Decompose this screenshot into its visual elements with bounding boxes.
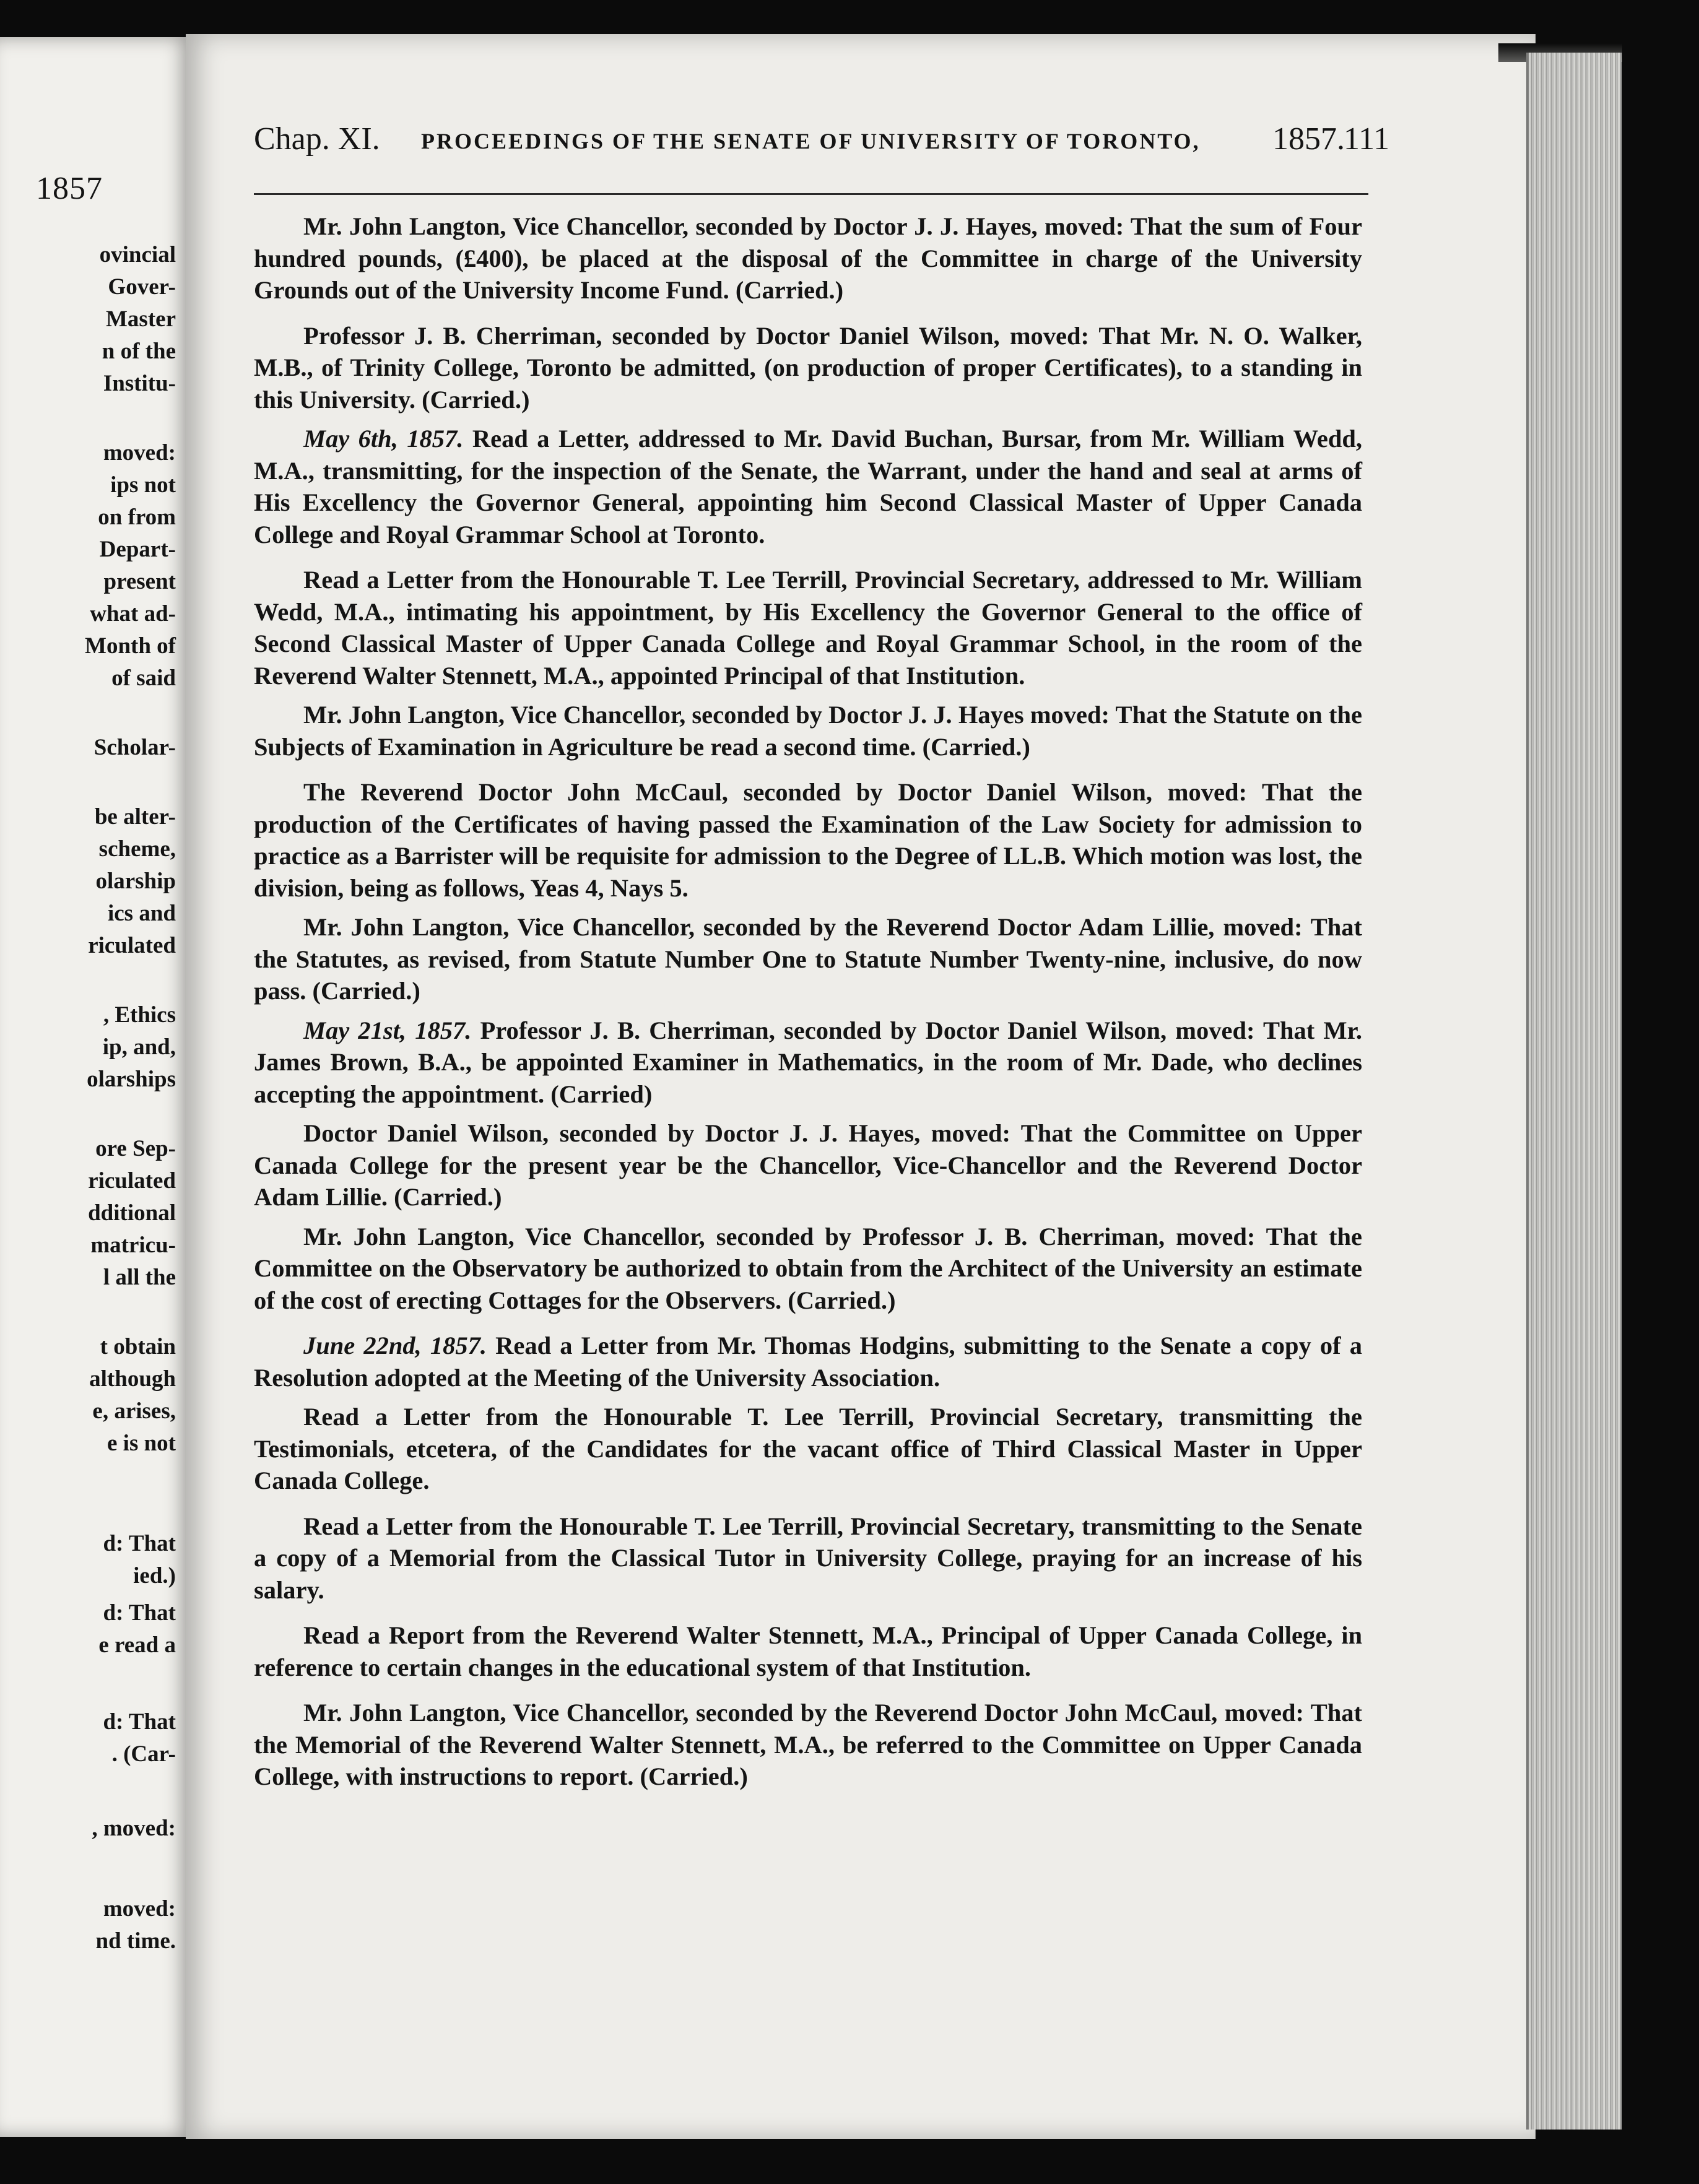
page-edges-stack [1526,53,1622,2130]
paragraph [254,699,1362,763]
paragraph-text: Mr. John Langton, Vice Chancellor, seconded by the Reverend Doctor Adam Lillie, moved: That the Statutes, as revised, from Statute Number One to Statute Number Twenty-nine, inclusive, do now pass. (Carried.) [254,913,1362,1005]
entry-date: May 6th, 1857. [303,425,464,453]
paragraph-text: Read a Report from the Reverend Walter Stennett, M.A., Principal of Upper Canada College, in reference to certain changes in the educational system of that Institution. [254,1621,1362,1681]
left-page-line: what ad- [90,601,176,626]
left-page-line: dditional [88,1200,176,1226]
paragraph-text: Read a Letter from the Honourable T. Lee Terrill, Provincial Secretary, transmitting the Testimonials, etcetera, of the Candidates for the vacant office of Third Classical Master in Upper Canada College. [254,1403,1362,1494]
left-page-line: on from [98,505,176,530]
left-page-line: ovincial [99,242,176,267]
paragraph-text: Doctor Daniel Wilson, seconded by Doctor J. J. Hayes, moved: That the Committee on Upper Canada College for the present year be the Chancellor, Vice-Chancellor and the Reverend Doctor Adam Lillie. (Carried.) [254,1119,1362,1211]
paragraph-text: Read a Letter from the Honourable T. Lee Terrill, Provincial Secretary, transmitting to the Senate a copy of a Memorial from the Classical Tutor in University College, praying for an increase of his salary. [254,1512,1362,1604]
left-page-year: 1857 [36,171,103,206]
left-page-line: , moved: [92,1816,176,1841]
left-page-line: be alter- [94,804,176,830]
paragraph-text: Read a Letter from Mr. Thomas Hodgins, submitting to the Senate a copy of a Resolution adopted at the Meeting of the University Association. [254,1332,1362,1392]
paragraph [254,1221,1362,1317]
paragraph-text: Read a Letter, addressed to Mr. David Buchan, Bursar, from Mr. William Wedd, M.A., transmitting, for the inspection of the Senate, the Warrant, under the hand and seal at arms of His Excellency the Governor General, appointing him Second Classical Master of Upper Canada College and Royal Grammar School at Toronto. [254,425,1363,548]
paragraph-text: Mr. John Langton, Vice Chancellor, seconded by Doctor J. J. Hayes moved: That the Statute on the Subjects of Examination in Agriculture be read a second time. (Carried.) [254,701,1362,761]
left-page-line: ip, and, [102,1034,176,1060]
left-page-line: moved: [103,1896,176,1922]
paragraph [254,1117,1362,1213]
left-facing-page [0,37,193,2137]
entry-date: June 22nd, 1857. [303,1332,487,1359]
paragraph [254,210,1362,306]
left-page-line: present [103,569,176,594]
left-page-line: , Ethics [103,1002,176,1028]
left-page-line: matricu- [90,1233,176,1258]
left-page-line: nd time. [95,1928,176,1954]
paragraph [254,1697,1362,1793]
entry-date: May 21st, 1857. [303,1016,472,1044]
left-page-line: d: That [103,1709,176,1735]
left-page-line: riculated [88,1168,176,1194]
running-header [254,121,1390,158]
left-page-line: Depart- [99,537,176,562]
paragraph-text: Professor J. B. Cherriman, seconded by Doctor Daniel Wilson, moved: That Mr. N. O. Walker, M.B., of Trinity College, Toronto be admitted, (on production of proper Certificates), to a standing in this University. (Carried.) [254,321,1362,414]
left-page-line: . (Car- [111,1741,176,1767]
left-page-line: Month of [85,633,176,659]
left-page-line: moved: [103,440,176,466]
left-page-line: Master [106,306,176,332]
left-page-line: e, arises, [92,1398,176,1424]
paragraph [254,564,1362,691]
left-page-line: e read a [98,1632,176,1658]
paragraph [254,1015,1362,1111]
paragraph-text: Mr. John Langton, Vice Chancellor, seconded by Doctor J. J. Hayes, moved: That the sum of Four hundred pounds, (£400), be placed at the disposal of the Committee in charge of the University Grounds out of the University Income Fund. (Carried.) [254,212,1362,304]
left-page-line: ips not [110,472,176,498]
left-page-line: although [89,1366,176,1392]
left-page-line: of said [111,665,176,691]
left-page-line: d: That [103,1600,176,1626]
paragraph-text: Read a Letter from the Honourable T. Lee Terrill, Provincial Secretary, addressed to Mr. William Wedd, M.A., intimating his appointment, by His Excellency the Governor General to the office of Second Classical Master of Upper Canada College and Royal Grammar School, in the room of the Reverend Walter Stennett, M.A., appointed Principal of that Institution. [254,566,1362,690]
paragraph [254,423,1362,550]
paragraph [254,1510,1362,1606]
left-page-line: ics and [107,901,176,926]
left-page-line: Institu- [103,371,176,396]
paragraph [254,1619,1362,1683]
left-page-line: olarships [87,1067,176,1092]
left-page-line: l all the [103,1265,176,1290]
paragraph-text: Mr. John Langton, Vice Chancellor, seconded by Professor J. B. Cherriman, moved: That the Committee on the Observatory be authorized to obtain from the Architect of the University an estimate of the cost of erecting Cottages for the Observers. (Carried.) [254,1222,1362,1314]
paragraph-text: The Reverend Doctor John McCaul, seconded by Doctor Daniel Wilson, moved: That the production of the Certificates of having passed the Examination of the Law Society for admission to practice as a Barrister will be requisite for admission to the Degree of LL.B. Which motion was lost, the division, being as follows, Yeas 4, Nays 5. [254,778,1362,902]
header-rule [254,193,1368,195]
left-page-line: ore Sep- [95,1136,176,1161]
page-body [254,210,1362,1793]
paragraph-text: Mr. John Langton, Vice Chancellor, seconded by the Reverend Doctor John McCaul, moved: That the Memorial of the Reverend Walter Stennett, M.A., be referred to the Committee on Upper Canada College, with instructions to report. (Carried.) [254,1699,1362,1790]
left-page-line: n of the [102,339,176,364]
chapter-label: Chap. XI. [254,121,380,157]
left-page-line: t obtain [100,1334,176,1359]
page-number: 111 [1344,121,1390,157]
left-page-line: scheme, [98,836,176,862]
running-title: PROCEEDINGS OF THE SENATE OF UNIVERSITY OF TORONTO, [421,129,1201,154]
header-year: 1857. [1272,121,1345,157]
left-page-line: ied.) [133,1563,176,1588]
left-page-line: olarship [95,869,176,894]
left-page-line: e is not [107,1431,176,1456]
left-page-line: Gover- [108,274,176,300]
paragraph [254,320,1362,416]
paragraph [254,1330,1362,1393]
paragraph-text: Professor J. B. Cherriman, seconded by Doctor Daniel Wilson, moved: That Mr. James Brown, B.A., be appointed Examiner in Mathematics, in the room of Mr. Dade, who declines accepting the appointment. (Carried) [254,1016,1363,1108]
left-page-line: d: That [103,1531,176,1556]
left-page-line: riculated [88,933,176,958]
paragraph [254,911,1362,1007]
paragraph [254,1401,1362,1497]
paragraph [254,776,1362,904]
left-page-line: Scholar- [93,735,176,760]
